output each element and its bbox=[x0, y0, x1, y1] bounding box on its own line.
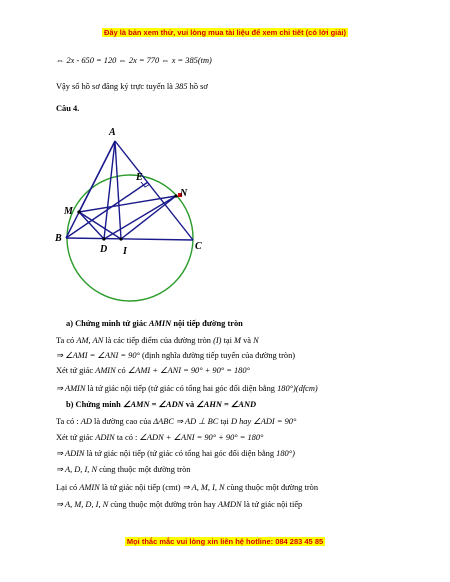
label-E: E bbox=[136, 172, 143, 183]
part-b-line-5: Lại có AMIN là tứ giác nội tiếp (cmt) ⇒ A, M, I, N cùng thuộc một đường tròn bbox=[56, 483, 319, 492]
label-B: B bbox=[55, 233, 62, 244]
label-N: N bbox=[180, 188, 188, 199]
part-b-title: b) Chứng minh ∠AMN = ∠ADN và ∠AHN = ∠AND bbox=[66, 400, 257, 409]
side-BC bbox=[66, 238, 193, 240]
equation-line: ⇔ 2x - 650 = 120 ⇔ 2x = 770 ⇔ x = 385(tm) bbox=[56, 56, 212, 65]
conclusion-line: Vậy số hồ sơ đăng ký trực tuyến là 385 hồ sơ bbox=[56, 82, 208, 91]
part-a-title: a) Chứng minh tứ giác AMIN nội tiếp đường tròn bbox=[66, 319, 243, 328]
question-title: Câu 4. bbox=[56, 104, 80, 113]
label-C: C bbox=[195, 241, 202, 252]
part-a-line-4: ⇒ AMIN là tứ giác nội tiếp (tứ giác có tổng hai góc đối diện bằng 180°)(dfcm) bbox=[56, 384, 318, 393]
part-b-line-2: Xét tứ giác ADIN ta có : ∠ADN + ∠ANI = 90° + 90° = 180° bbox=[56, 433, 264, 442]
segment-AI bbox=[115, 141, 121, 239]
label-A: A bbox=[109, 127, 116, 138]
part-a-line-3: Xét tứ giác AMIN có ∠AMI + ∠ANI = 90° + 90° = 180° bbox=[56, 366, 250, 375]
label-D: D bbox=[100, 244, 108, 255]
part-b-line-6: ⇒ A, M, D, I, N cùng thuộc một đường tròn hay AMDN là tứ giác nội tiếp bbox=[56, 500, 303, 509]
label-M: M bbox=[64, 206, 73, 217]
part-b-line-4: ⇒ A, D, I, N cùng thuộc một đường tròn bbox=[56, 465, 191, 474]
segment-NI bbox=[121, 196, 176, 239]
preview-banner: Đây là bản xem thử, vui lòng mua tài liệu để xem chi tiết (có lời giải) bbox=[103, 28, 347, 37]
part-b-line-3: ⇒ ADIN là tứ giác nội tiếp (tứ giác có tổng hai góc đối diện bằng 180°) bbox=[56, 449, 295, 458]
label-I: I bbox=[123, 246, 127, 257]
segment-AD bbox=[104, 141, 115, 239]
part-a-line-1: Ta có AM, AN là các tiếp điểm của đường tròn (I) tại M và N bbox=[56, 336, 259, 345]
part-a-line-2: ⇒ ∠AMI = ∠ANI = 90° (định nghĩa đường tiếp tuyến của đường tròn) bbox=[56, 351, 296, 360]
geometry-figure bbox=[0, 115, 450, 310]
hotline-banner: Mọi thắc mắc vui lòng xin liên hệ hotline: 084 283 45 85 bbox=[126, 537, 324, 546]
segment-AM bbox=[79, 141, 115, 212]
part-b-line-1: Ta có : AD là đường cao của ΔABC ⇒ AD ⊥ BC tại D hay ∠ADI = 90° bbox=[56, 417, 297, 426]
